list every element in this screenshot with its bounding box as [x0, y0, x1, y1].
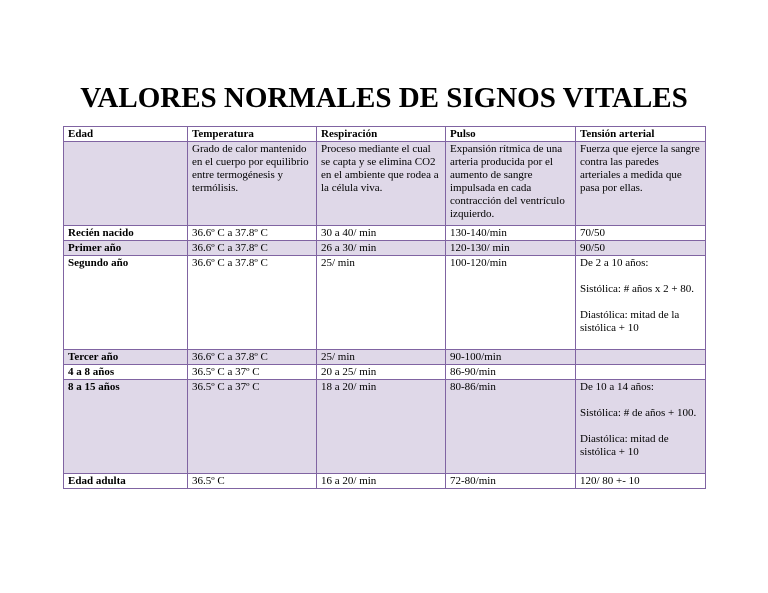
table-row: [64, 350, 706, 365]
row-label: [64, 142, 188, 226]
cell-pulso: 90-100/min: [446, 350, 576, 365]
cell-tension: De 10 a 14 años: Sistólica: # de años + 100. Diastólica: mitad de sistólica + 10: [576, 380, 706, 474]
column-header-edad: Edad: [64, 127, 188, 142]
cell-temperatura: 36.5º C: [188, 474, 317, 489]
cell-temperatura: 36.6º C a 37.8º C: [188, 350, 317, 365]
cell-respiracion: 16 a 20/ min: [317, 474, 446, 489]
column-header-pulso: Pulso: [446, 127, 576, 142]
table-row: [64, 380, 706, 474]
cell-temperatura: 36.6º C a 37.8º C: [188, 226, 317, 241]
cell-respiracion: 30 a 40/ min: [317, 226, 446, 241]
cell-temperatura: 36.5º C a 37º C: [188, 365, 317, 380]
cell-tension: 70/50: [576, 226, 706, 241]
column-header-tension: Tensión arterial: [576, 127, 706, 142]
row-label: 8 a 15 años: [64, 380, 188, 474]
cell-pulso: 130-140/min: [446, 226, 576, 241]
table-row: [64, 365, 706, 380]
cell-temperatura: 36.6º C a 37.8º C: [188, 241, 317, 256]
cell-tension: [576, 365, 706, 380]
cell-tension: De 2 a 10 años: Sistólica: # años x 2 + 80. Diastólica: mitad de la sistólica + 10: [576, 256, 706, 350]
table-row: [64, 226, 706, 241]
cell-pulso: 86-90/min: [446, 365, 576, 380]
cell-respiracion: Proceso mediante el cual se capta y se elimina CO2 en el ambiente que rodea a la célula viva.: [317, 142, 446, 226]
cell-pulso: 100-120/min: [446, 256, 576, 350]
page-title: VALORES NORMALES DE SIGNOS VITALES: [80, 82, 688, 114]
row-label: 4 a 8 años: [64, 365, 188, 380]
row-label: Recién nacido: [64, 226, 188, 241]
row-label: Tercer año: [64, 350, 188, 365]
vital-signs-table: [63, 126, 706, 489]
cell-temperatura: Grado de calor mantenido en el cuerpo por equilibrio entre termogénesis y termólisis.: [188, 142, 317, 226]
column-header-temperatura: Temperatura: [188, 127, 317, 142]
table-row: [64, 256, 706, 350]
cell-pulso: Expansión rítmica de una arteria producida por el aumento de sangre impulsada en cada contracción del ventrículo izquierdo.: [446, 142, 576, 226]
cell-respiracion: 25/ min: [317, 256, 446, 350]
table-header-row: [64, 127, 706, 142]
row-label: Primer año: [64, 241, 188, 256]
cell-tension: [576, 350, 706, 365]
row-label: Segundo año: [64, 256, 188, 350]
table-row-definitions: [64, 142, 706, 226]
cell-pulso: 120-130/ min: [446, 241, 576, 256]
cell-tension: Fuerza que ejerce la sangre contra las paredes arteriales a medida que pasa por ellas.: [576, 142, 706, 226]
table-row: [64, 241, 706, 256]
cell-pulso: 80-86/min: [446, 380, 576, 474]
column-header-respiracion: Respiración: [317, 127, 446, 142]
cell-respiracion: 20 a 25/ min: [317, 365, 446, 380]
cell-respiracion: 18 a 20/ min: [317, 380, 446, 474]
cell-pulso: 72-80/min: [446, 474, 576, 489]
cell-temperatura: 36.5º C a 37º C: [188, 380, 317, 474]
cell-respiracion: 25/ min: [317, 350, 446, 365]
row-label: Edad adulta: [64, 474, 188, 489]
cell-tension: 90/50: [576, 241, 706, 256]
table-row: [64, 474, 706, 489]
cell-temperatura: 36.6º C a 37.8º C: [188, 256, 317, 350]
cell-tension: 120/ 80 +- 10: [576, 474, 706, 489]
cell-respiracion: 26 a 30/ min: [317, 241, 446, 256]
